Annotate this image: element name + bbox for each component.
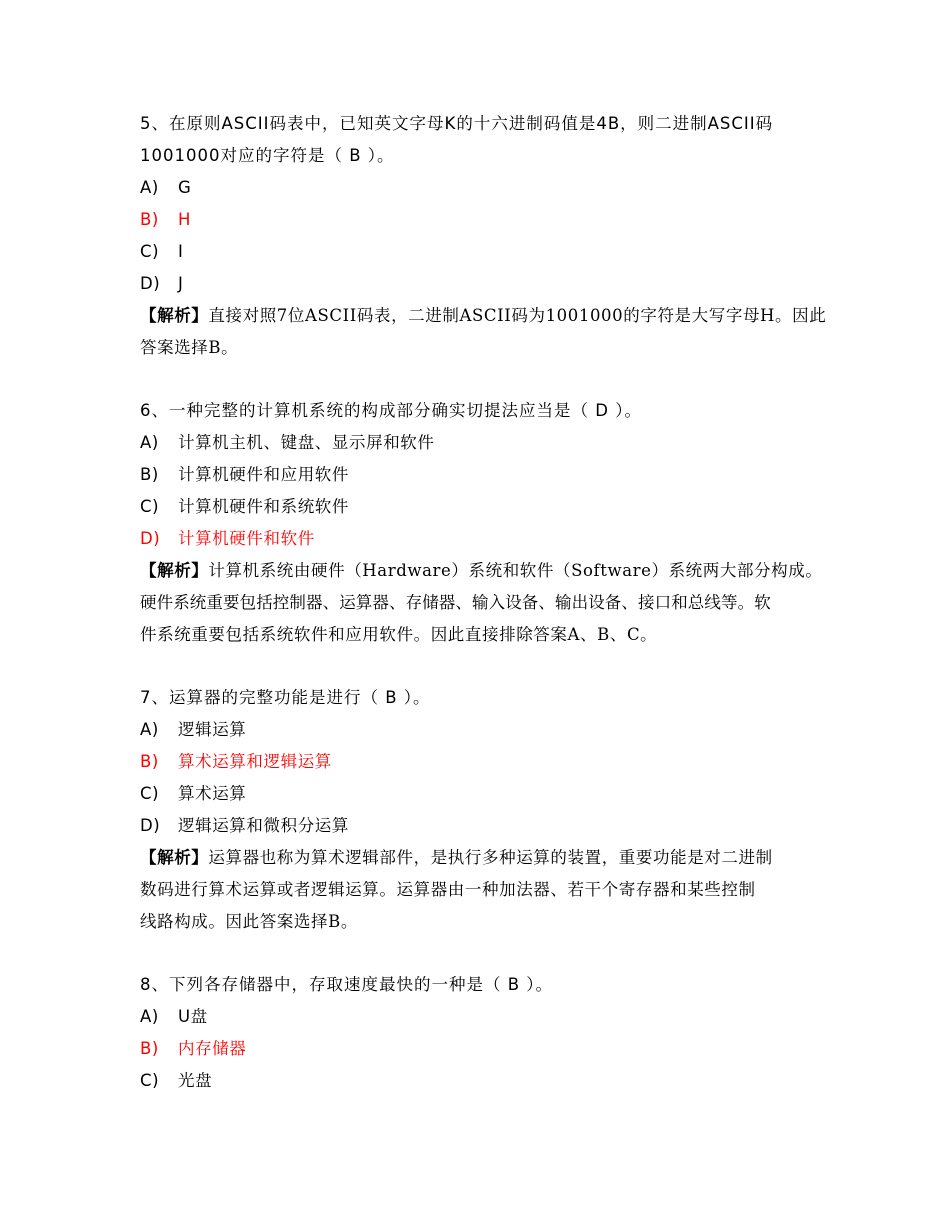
question-7-explanation-line-3: 线路构成。因此答案选择B。: [140, 912, 358, 931]
option-key: B): [140, 752, 159, 771]
question-8-stem-line-1: 8、下列各存储器中，存取速度最快的一种是（ B ）。: [140, 975, 554, 994]
option-key: B): [140, 210, 159, 229]
question-5-option-c: [140, 236, 820, 268]
question-5-stem-line-2: 1001000对应的字符是（ B ）。: [140, 146, 395, 165]
explanation-tag: 【解析】: [140, 561, 209, 580]
option-text: I: [178, 242, 184, 261]
option-key: D): [140, 816, 161, 835]
question-6-explanation-line-2: 硬件系统重要包括控制器、运算器、存储器、输入设备、输出设备、接口和总线等。软: [140, 593, 771, 612]
question-6-option-a: [140, 427, 820, 459]
option-text: 光盘: [178, 1071, 213, 1090]
option-key: C): [140, 242, 160, 261]
question-5-explanation-line-1: [140, 300, 827, 332]
question-5-explanation-line-2: 答案选择B。: [140, 338, 239, 357]
question-6-stem-line-1: 6、一种完整的计算机系统的构成部分确实切提法应当是（ D ）。: [140, 401, 642, 420]
question-6-option-b: [140, 459, 820, 491]
explanation-text: 运算器也称为算术逻辑部件，是执行多种运算的装置，重要功能是对二进制: [208, 848, 773, 867]
question-5-option-d: [140, 268, 820, 300]
question-8-option-a: [140, 1001, 820, 1033]
option-key: C): [140, 1071, 160, 1090]
question-7-stem-line-1: 7、运算器的完整功能是进行（ B ）。: [140, 688, 431, 707]
question-7-option-a: [140, 714, 820, 746]
option-text: J: [178, 274, 184, 293]
explanation-text: 直接对照7位ASCII码表，二进制ASCII码为1001000的字符是大写字母H。因此: [208, 306, 827, 325]
option-text: 计算机主机、键盘、显示屏和软件: [178, 433, 435, 452]
question-8-option-c: [140, 1065, 820, 1097]
option-key: A): [140, 1007, 159, 1026]
question-7-option-d: [140, 810, 820, 842]
option-key: A): [140, 178, 159, 197]
option-key: C): [140, 784, 160, 803]
question-6-explanation-line-3: 件系统重要包括系统软件和应用软件。因此直接排除答案A、B、C。: [140, 625, 658, 644]
option-text: U盘: [178, 1007, 208, 1026]
option-text: 内存储器: [178, 1039, 247, 1058]
question-6-option-c: [140, 491, 820, 523]
option-key: A): [140, 720, 159, 739]
question-7-explanation-line-1: [140, 842, 820, 874]
option-text: 算术运算和逻辑运算: [178, 752, 332, 771]
option-key: C): [140, 497, 160, 516]
option-key: B): [140, 1039, 159, 1058]
option-text: 计算机硬件和应用软件: [178, 465, 349, 484]
explanation-tag: 【解析】: [140, 306, 209, 325]
option-key: B): [140, 465, 159, 484]
option-key: A): [140, 433, 159, 452]
question-5-option-b-correct: [140, 204, 820, 236]
question-5-stem-line-1: 5、在原则ASCII码表中，已知英文字母K的十六进制码值是4B，则二进制ASCII码: [140, 114, 774, 133]
question-7-option-c: [140, 778, 820, 810]
question-7-explanation-line-2: 数码进行算术运算或者逻辑运算。运算器由一种加法器、若干个寄存器和某些控制: [140, 880, 756, 899]
option-key: D): [140, 274, 161, 293]
option-text: 逻辑运算: [178, 720, 247, 739]
explanation-tag: 【解析】: [140, 848, 209, 867]
question-6-explanation-line-1: [140, 555, 823, 587]
question-5-option-a: [140, 172, 820, 204]
question-7-option-b-correct: [140, 746, 820, 778]
option-text: 计算机硬件和系统软件: [178, 497, 349, 516]
option-text: 逻辑运算和微积分运算: [178, 816, 349, 835]
option-text: 算术运算: [178, 784, 247, 803]
option-text: H: [178, 210, 192, 229]
option-key: D): [140, 529, 161, 548]
question-6-option-d-correct: [140, 523, 820, 555]
explanation-text: 计算机系统由硬件（Hardware）系统和软件（Software）系统两大部分构成。: [208, 561, 823, 580]
option-text: 计算机硬件和软件: [178, 529, 315, 548]
question-8-option-b-correct: [140, 1033, 820, 1065]
option-text: G: [178, 178, 192, 197]
